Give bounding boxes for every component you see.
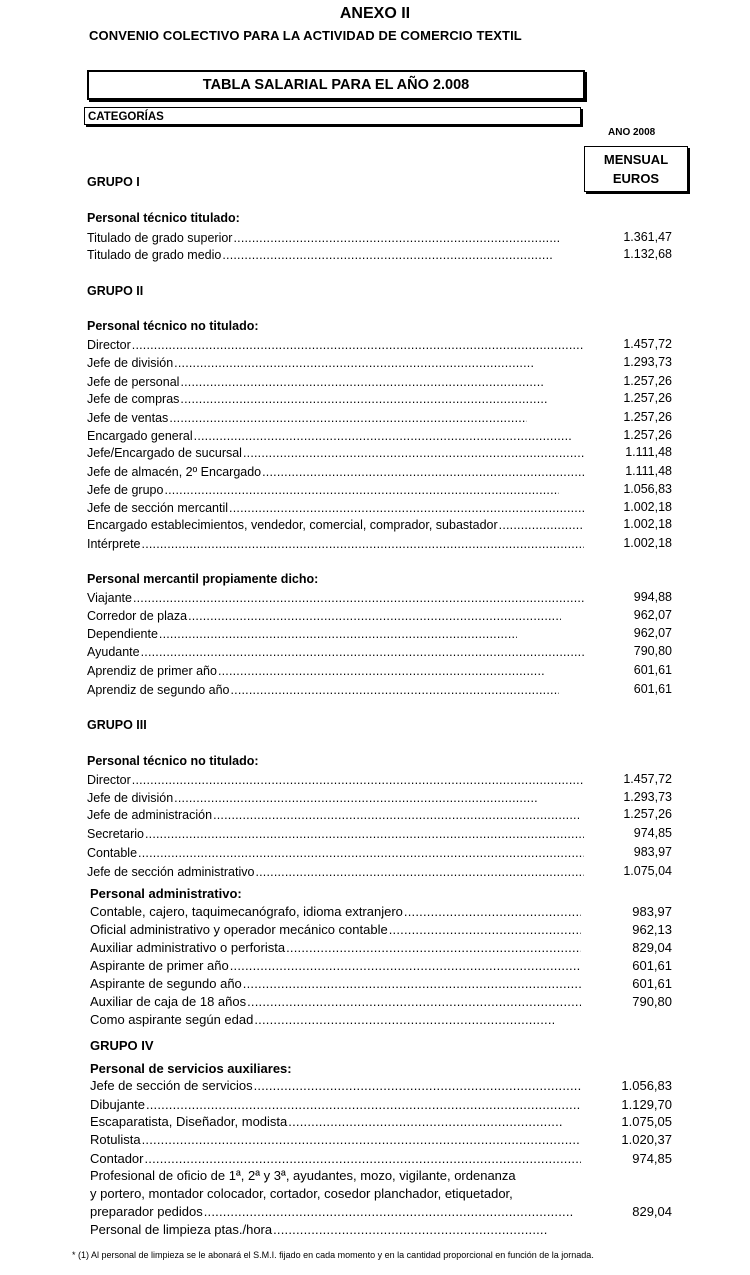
table-row [87,374,545,390]
row-value: 1.132,68 [623,247,672,261]
row-label: Ayudante [87,645,140,659]
row-label: Jefe de sección administrativo [87,865,255,879]
table-row [90,976,581,992]
section-title: Personal técnico titulado: [87,211,240,225]
row-value: 1.257,26 [623,807,672,821]
row-value: 994,88 [633,590,672,604]
row-label: preparador pedidos [90,1204,203,1219]
table-row [87,464,584,480]
table-row [87,428,571,444]
row-value: 601,61 [633,663,672,677]
row-value: 601,61 [632,976,672,991]
row-label: Dependiente [87,627,158,641]
row-value: 962,07 [633,608,672,622]
group-title: GRUPO III [87,718,147,732]
table-row [90,1222,548,1238]
table-row [87,864,584,880]
row-value: 829,04 [632,940,672,955]
row-label: Director [87,338,131,352]
row-value: 1.002,18 [623,536,672,550]
row-label: Auxiliar administrativo o perforista [90,940,286,955]
row-value: 1.075,05 [621,1114,672,1129]
categorias-box: CATEGORÍAS [84,107,581,125]
row-label: Aspirante de segundo año [90,976,242,991]
table-row [87,826,584,842]
table-row [90,1132,581,1148]
row-value: 601,61 [633,682,672,696]
row-label: Contador [90,1151,144,1166]
table-row [87,590,584,606]
row-label: Dibujante [90,1097,145,1112]
table-row [87,500,584,516]
row-label: Encargado establecimientos, vendedor, comercial, comprador, subastador [87,518,498,532]
row-value: 1.020,37 [621,1132,672,1147]
year-label: ANO 2008 [608,127,656,138]
table-row [87,790,537,806]
row-label: Jefe de personal [87,375,180,389]
row-label: Jefe de sección mercantil [87,501,229,515]
row-value: 1.075,04 [623,864,672,878]
row-label: Encargado general [87,429,193,443]
row-label: Aspirante de primer año [90,958,229,973]
row-value: 1.293,73 [623,790,672,804]
row-label: Titulado de grado superior [87,231,233,245]
table-row [90,904,581,920]
table-row [90,994,581,1010]
annex-title: ANEXO II [339,5,411,22]
group-title: GRUPO IV [90,1038,154,1053]
row-value: 1.457,72 [623,337,672,351]
table-row [90,1204,573,1220]
row-label: Aprendiz de primer año [87,664,217,678]
row-value: 962,13 [632,922,672,937]
row-label: Como aspirante según edad [90,1012,254,1027]
section-title: Personal mercantil propiamente dicho: [87,572,319,586]
row-label: Jefe de almacén, 2º Encargado [87,465,262,479]
row-value: 974,85 [632,1151,672,1166]
table-row [90,1078,581,1094]
section-title: Personal técnico no titulado: [87,319,259,333]
table-row [87,845,584,861]
row-value: 1.257,26 [623,391,672,405]
row-label: y portero, montador colocador, cortador, cosedor planchador, etiquetador, [90,1186,513,1201]
tabla-title-box: TABLA SALARIAL PARA EL AÑO 2.008 [87,70,585,100]
row-value: 1.002,18 [623,500,672,514]
table-row [87,626,517,642]
row-label: Profesional de oficio de 1ª, 2ª y 3ª, ayudantes, mozo, vigilante, ordenanza [90,1168,516,1183]
convenio-title: CONVENIO COLECTIVO PARA LA ACTIVIDAD DE COMERCIO TEXTIL [89,28,522,43]
row-value: 1.361,47 [623,230,672,244]
table-row [87,391,547,407]
row-label: Contable, cajero, taquimecanógrafo, idioma extranjero [90,904,403,919]
group-title: GRUPO II [87,284,144,298]
row-label: Jefe de división [87,791,174,805]
row-label: Secretario [87,827,144,841]
table-row [87,644,584,660]
row-value: 1.257,26 [623,428,672,442]
table-row [87,355,534,371]
unit-box [584,146,688,192]
row-value: 1.129,70 [621,1097,672,1112]
unit-line-2: EUROS [612,171,660,186]
table-row [90,1012,554,1028]
section-title: Personal de servicios auxiliares: [90,1061,292,1076]
row-value: 1.457,72 [623,772,672,786]
footnote: * (1) Al personal de limpieza se le abonará el S.M.I. fijado en cada momento y en la cantidad proporcional en función de la jornada. [72,1250,594,1260]
row-value: 790,80 [632,994,672,1009]
table-row [90,1168,581,1184]
row-value: 983,97 [633,845,672,859]
row-label: Rotulista [90,1132,141,1147]
table-row [87,682,559,698]
table-row [87,445,584,461]
row-label: Jefe de compras [87,392,180,406]
table-row [87,337,584,353]
row-value: 790,80 [633,644,672,658]
table-row [87,772,584,788]
row-value: 1.257,26 [623,410,672,424]
row-value: 829,04 [632,1204,672,1219]
row-label: Contable [87,846,138,860]
table-row [87,410,527,426]
section-title: Personal administrativo: [90,886,242,901]
table-row [90,1097,581,1113]
row-label: Jefe/Encargado de sucursal [87,446,242,460]
row-label: Viajante [87,591,132,605]
table-row [90,1186,581,1202]
table-row [87,247,552,263]
row-label: Director [87,773,131,787]
row-value: 601,61 [632,958,672,973]
table-row [90,1114,563,1130]
row-value: 983,97 [632,904,672,919]
row-label: Escaparatista, Diseñador, modista [90,1114,288,1129]
row-label: Jefe de sección de servicios [90,1078,253,1093]
row-value: 1.002,18 [623,517,672,531]
table-row [87,608,561,624]
table-row [87,517,584,533]
row-value: 974,85 [633,826,672,840]
row-value: 962,07 [633,626,672,640]
table-row [87,482,559,498]
row-label: Aprendiz de segundo año [87,683,230,697]
row-value: 1.111,48 [625,445,672,459]
table-row [90,940,581,956]
table-row [90,922,581,938]
row-label: Personal de limpieza ptas./hora [90,1222,273,1237]
section-title: Personal técnico no titulado: [87,754,259,768]
unit-line-1: MENSUAL [603,152,669,167]
row-label: Jefe de grupo [87,483,164,497]
row-value: 1.056,83 [623,482,672,496]
group-title: GRUPO I [87,175,140,189]
row-label: Jefe de administración [87,808,213,822]
row-label: Intérprete [87,537,141,551]
table-row [87,230,560,246]
row-value: 1.111,48 [625,464,672,478]
row-label: Corredor de plaza [87,609,188,623]
row-label: Oficial administrativo y operador mecánico contable [90,922,388,937]
row-value: 1.257,26 [623,374,672,388]
table-row [87,536,584,552]
table-row [87,663,545,679]
row-label: Jefe de división [87,356,174,370]
row-label: Auxiliar de caja de 18 años [90,994,247,1009]
row-label: Jefe de ventas [87,411,169,425]
row-value: 1.056,83 [621,1078,672,1093]
row-label: Titulado de grado medio [87,248,222,262]
table-row [87,807,579,823]
table-row [90,1151,581,1167]
table-row [90,958,581,974]
row-value: 1.293,73 [623,355,672,369]
